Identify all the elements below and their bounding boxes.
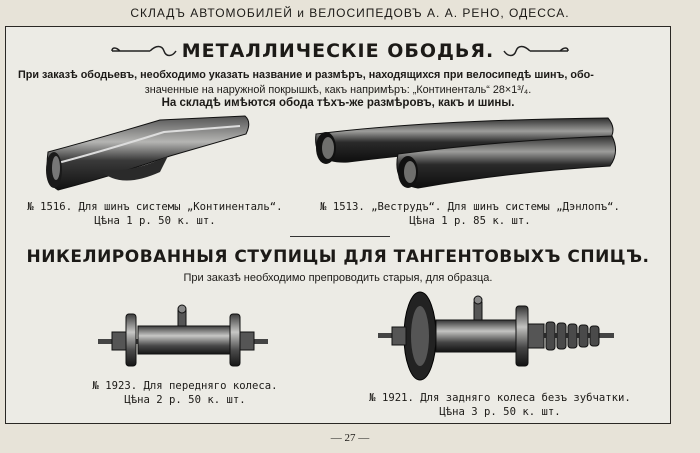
- hub-1921-desc: Для задняго колеса безъ зубчатки.: [420, 392, 631, 404]
- rim-continental-image: [40, 112, 252, 200]
- rims-title: МЕТАЛЛИЧЕСКІЕ ОБОДЬЯ.: [181, 40, 495, 62]
- page-number: — 27 —: [330, 432, 370, 444]
- rims-note-line-1: При заказѣ ободьевъ, необходимо указать название и размѣръ, находящихся при велосипедѣ шинъ, обо-: [18, 69, 594, 81]
- rim-1516-caption: [20, 200, 290, 228]
- hubs-subtitle: При заказѣ необходимо препроводить старыя, для образца.: [183, 272, 493, 284]
- rim-1513-price: Цѣна 1 р. 85 к. шт.: [409, 215, 531, 227]
- rims-note-line-2: значенные на наружной покрышкѣ, какъ напримѣръ: „Континенталь“ 28×1³/₄.: [144, 84, 532, 96]
- catalog-header: СКЛАДЪ АВТОМОБИЛЕЙ и ВЕЛОСИПЕДОВЪ А. А. РЕНО, ОДЕССА.: [130, 6, 570, 20]
- rim-1513-number: № 1513.: [320, 201, 365, 213]
- section-divider: [290, 236, 390, 237]
- rims-order-note: [18, 68, 658, 98]
- hubs-title: НИКЕЛИРОВАННЫЯ СТУПИЦЫ ДЛЯ ТАНГЕНТОВЫХЪ СПИЦЪ.: [26, 247, 650, 267]
- hub-1923-price: Цѣна 2 р. 50 к. шт.: [124, 394, 246, 406]
- front-hub-image: [98, 302, 268, 374]
- hub-1923-number: № 1923.: [92, 380, 138, 392]
- rim-1513-desc: „Веструдъ“. Для шинъ системы „Дэнлопъ“.: [371, 201, 620, 213]
- rims-stock-line: На складѣ имѣются обода тѣхъ-же размѣровъ, какъ и шины.: [161, 97, 515, 109]
- rim-1516-number: № 1516.: [27, 201, 73, 213]
- rim-1513-caption: [300, 200, 640, 228]
- rim-1516-desc: Для шинъ системы „Континенталь“.: [78, 201, 283, 213]
- rim-westwood-image: [308, 112, 620, 196]
- rear-hub-image: [378, 286, 614, 386]
- rim-1516-price: Цѣна 1 р. 50 к. шт.: [94, 215, 216, 227]
- hub-1923-desc: Для передняго колеса.: [143, 380, 278, 392]
- hub-1921-price: Цѣна 3 р. 50 к. шт.: [439, 406, 561, 418]
- hub-1921-number: № 1921.: [369, 392, 414, 404]
- hub-1921-caption: [352, 391, 648, 419]
- hub-1923-caption: [70, 379, 300, 407]
